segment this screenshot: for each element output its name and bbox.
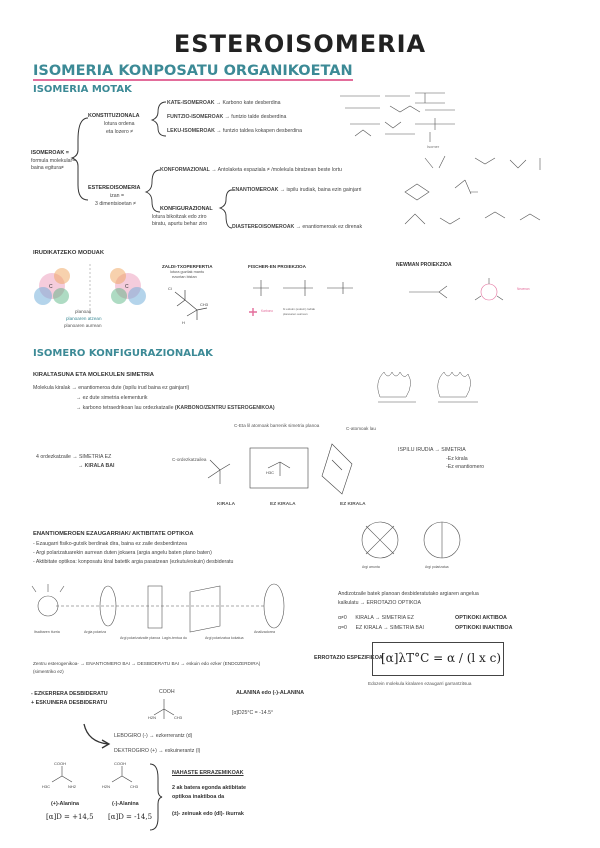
mix-line2: optikoa inaktiboa da xyxy=(172,794,225,800)
optics-line2: - Argi polarizatuarekin aurrean duten jokaera (argia angelu baten plano baten) xyxy=(33,550,212,556)
svg-text:H3C: H3C xyxy=(42,784,51,789)
optics-line3: - Aktibitate optikoa: konposatu kiral batetik argia pasatzean (ezkutu/eskuin) desbideratu xyxy=(33,559,234,565)
zaldi-sub2: ezuntan bistan xyxy=(172,275,197,279)
newman-sketch xyxy=(405,272,535,312)
enantiomeroak: ENANTIOMEROAK → ispilu irudiak, baina ezin gainjarri xyxy=(232,187,362,193)
legend-planoan: planoan xyxy=(75,309,92,314)
alanina-cooh: COOH xyxy=(159,689,175,695)
ala-minus-value: [α]D = -14,5 xyxy=(108,813,153,821)
ala-minus-label: (-)-Alanina xyxy=(112,801,139,807)
kiral-line3: → karbono tetraedrikoan lau ordezkatzaile (KARBONO/ZENTRU ESTEROGENIKOA) xyxy=(76,405,275,411)
label-kirala: KIRALA xyxy=(217,502,236,507)
svg-text:C: C xyxy=(49,284,53,290)
section-heading-isomeria: ISOMERIA KONPOSATU ORGANIKOETAN xyxy=(33,63,353,79)
simetria-ez: 4 ordezkatzaile → SIMETRIA EZ xyxy=(36,454,112,460)
svg-text:CH3: CH3 xyxy=(200,302,209,307)
zaldi-sub1: lotura guztiak mantu xyxy=(170,270,205,274)
eskuinera-desbideratu: + ESKUINERA DESBIDERATU xyxy=(31,700,108,706)
svg-text:planoaren aurrean: planoaren aurrean xyxy=(283,312,308,316)
ezkerrera-desbideratu: - EZKERRERA DESBIDERATU xyxy=(31,691,108,697)
chirality-molecules xyxy=(190,440,360,500)
diastereoisomeroak: DIASTEREOISOMEROAK → enantiomeroak ez direnak xyxy=(232,224,363,230)
kate-isomeroak: KATE-ISOMEROAK → Karbono kate desberdina xyxy=(167,100,281,106)
optikoki-aktiboa: OPTIKOKI AKTIBOA xyxy=(455,615,507,621)
ala-plus-label: (+)-Alanina xyxy=(51,801,80,807)
c-ordezkatzailea: C-ordezkatzailea xyxy=(172,457,207,462)
esteroisomeria-label: ESTEREOISOMERIA xyxy=(88,185,141,191)
konstituzionala-desc2: eta lozero ≠ xyxy=(106,129,134,135)
svg-text:C: C xyxy=(125,284,129,290)
svg-text:Argi polarizatua: Argi polarizatua xyxy=(425,565,449,569)
legend-aurrean: planoaren aurrean xyxy=(64,323,102,328)
kiraltasuna-heading: KIRALTASUNA ETA MOLEKULEN SIMETRIA xyxy=(33,372,154,378)
polarimeter-diagram xyxy=(30,572,320,652)
ala-plus-value: [α]D = +14,5 xyxy=(46,813,94,821)
svg-text:COOH: COOH xyxy=(114,761,126,766)
svg-text:CH3: CH3 xyxy=(174,715,183,720)
konfigurazional-label: KONFIGURAZIONAL xyxy=(160,206,213,212)
nahaste-errazemikoak: NAHASTE ERRAZEMIKOAK xyxy=(172,770,244,776)
page-title: ESTEROISOMERIA xyxy=(173,30,427,58)
rule-alpha-zero: α=0 EZ KIRALA → SIMETRIA BAI xyxy=(338,625,424,631)
errotazio-espezifikoa-label: ERROTAZIO ESPEZIFIKOA xyxy=(314,655,383,661)
svg-text:Argi arrunta: Argi arrunta xyxy=(362,565,380,569)
fischer-sketch xyxy=(243,272,393,328)
fig-label-4: Lagin-tentua du xyxy=(162,636,187,640)
fig-label-2: Argia polariza xyxy=(84,630,106,634)
esteroisomeria-desc2: 3 dimentsioetan ≠ xyxy=(95,201,136,207)
mix-line1: 2 ak batera egonda aktibitate xyxy=(172,785,246,791)
alanina-enantiomers xyxy=(40,762,160,802)
mixture-brace xyxy=(148,762,162,832)
label-ez-kirala-2: EZ KIRALA xyxy=(340,502,366,507)
konfigurazional-desc1: lotura bikoitzak edo ziro xyxy=(152,214,207,220)
svg-text:bi eskuin (eskuin) lodiak: bi eskuin (eskuin) lodiak xyxy=(283,307,316,311)
svg-text:Karbono: Karbono xyxy=(261,309,274,313)
esteroisomeria-desc1: izan = xyxy=(110,193,124,199)
svg-text:CH3: CH3 xyxy=(130,784,139,789)
dextrogiro: DEXTROGIRO (+) → eskuinerantz (l) xyxy=(114,748,201,754)
subheading-isomeria-motak: ISOMERIA MOTAK xyxy=(33,84,132,95)
polarized-light-circles xyxy=(350,518,490,578)
alanina-alpha: [α]D25°C = -14.5° xyxy=(232,710,274,716)
alanina-structure xyxy=(148,697,188,725)
simetria-planoa-note: C-Eta lil atomoak barrenik simetria planoa xyxy=(234,423,320,428)
legend-atzean: planoaren atzean xyxy=(66,316,102,321)
sawhorse-sketch xyxy=(160,282,220,327)
svg-text:Cl: Cl xyxy=(168,286,172,291)
konformazional: KONFORMAZIONAL → Antolaketa espaziala ≠ /molekula biratzean beste lortu xyxy=(160,167,342,173)
fig-label-1: Itsalbaren iturria xyxy=(34,630,60,634)
curved-arrow xyxy=(82,722,112,750)
svg-text:Isomer: Isomer xyxy=(427,144,440,149)
optikoki-inaktiboa: OPTIKOKI INAKTIBOA xyxy=(455,625,513,631)
kiral-line2: → ez dute simetria elementurik xyxy=(76,395,148,401)
isomeroak-desc1: formula molekular= xyxy=(31,158,76,164)
aktibitate-optikoa-heading: ENANTIOMEROEN EZAUGARRIAK/ AKTIBITATE OPTIKOA xyxy=(33,531,194,537)
leku-isomeroak: LEKU-ISOMEROAK → funtzio taldea kokapen desberdina xyxy=(167,128,302,134)
zentru-note: Zentru esterogenikoa- → ENANTIOMERO BAI → DESBIDERATU BAI → eskuin edo ezker (ENDOZERDIRA) xyxy=(33,661,261,666)
tetrahedron-models xyxy=(32,258,152,320)
kirala-bai: → KIRALA BAI xyxy=(78,463,115,469)
fischer-label: FISCHER-EN PROIEKZIOA xyxy=(248,264,306,269)
andizotzaile-line2: kalkulatu → ERROTAZIO OPTIKOA xyxy=(338,600,421,606)
optics-line1: - Ezaugarri fisiko-gutxik berdinak dira, baina ez zaile desberdintzea xyxy=(33,541,187,547)
c-atomo-note: C-atomoak lau xyxy=(346,426,376,431)
fig-label-3: Argi polarizatzaile planoa xyxy=(120,636,161,640)
label-ez-kirala: EZ KIRALA xyxy=(270,502,296,507)
svg-text:Newman: Newman xyxy=(517,287,530,291)
svg-text:H3C: H3C xyxy=(266,470,275,475)
andizotzaile-line1: Andizotzaile batek planoan desbideratutako argiaren angelua xyxy=(338,591,479,597)
ispilu-ez-kirala: -Ez kirala xyxy=(446,456,468,462)
fig-label-6: Analizadorea xyxy=(254,630,275,634)
fig-label-5: Argi polarizatua kokatua xyxy=(205,636,244,640)
konfigurazional-desc2: biratu, apurtu behar ziro xyxy=(152,221,208,227)
specific-rotation-formula: [α]λT°C = α / (l x c) xyxy=(381,651,502,665)
newman-label: NEWMAN PROIEKZIOA xyxy=(396,262,452,268)
spec-rotation-note: Edozein molekula kiralaren ezaugarri garrantzitsua xyxy=(368,681,472,686)
konstituzionala-label: KONSTITUZIONALA xyxy=(88,113,140,119)
isomeroak-desc2: baina egitura≠ xyxy=(31,165,64,171)
ispilu-ez-enantiomero: -Ez enantiomero xyxy=(446,464,485,470)
svg-text:COOH: COOH xyxy=(54,761,66,766)
isomeroak-label: ISOMEROAK = xyxy=(31,150,69,156)
alanina-title: ALANINA edo (-)-ALANINA xyxy=(236,690,305,696)
svg-text:NH2: NH2 xyxy=(68,784,77,789)
svg-text:H2N: H2N xyxy=(102,784,111,789)
irudikatzeko-moduak-heading: IRUDIKATZEKO MODUAK xyxy=(33,250,105,256)
konstituzionala-desc1: lotura ordena xyxy=(104,121,135,127)
section-heading-konfigurazionalak: ISOMERO KONFIGURAZIONALAK xyxy=(33,348,213,359)
ispilu-simetria: ISPILU IRUDIA → SIMETRIA xyxy=(398,447,466,453)
zaldi-label: ZALDI-TXOPERFERTIA xyxy=(162,264,213,269)
svg-text:H2N: H2N xyxy=(148,715,157,720)
funtzio-isomeroak: FUNTZIO-ISOMEROAK → funtzio talde desberdina xyxy=(167,114,287,120)
zentru-note-2: (simentriko ez) xyxy=(33,669,64,674)
svg-text:H: H xyxy=(182,320,185,325)
hands-sketch xyxy=(370,362,510,412)
isomer-structure-sketches xyxy=(335,88,575,238)
lebogiro: LEBOGIRO (-) → ezkerrerantz (d) xyxy=(114,733,193,739)
mix-line3: (±)- zeinuak edo (dl)- ikurrak xyxy=(172,811,244,817)
kiral-line1: Molekula kiralak → enantiomeroa dute (ispilu irud baina ez gainjarri) xyxy=(33,385,190,391)
rule-alpha-nonzero: α≠0 KIRALA → SIMETRIA EZ xyxy=(338,615,414,621)
specific-rotation-box xyxy=(372,642,504,676)
